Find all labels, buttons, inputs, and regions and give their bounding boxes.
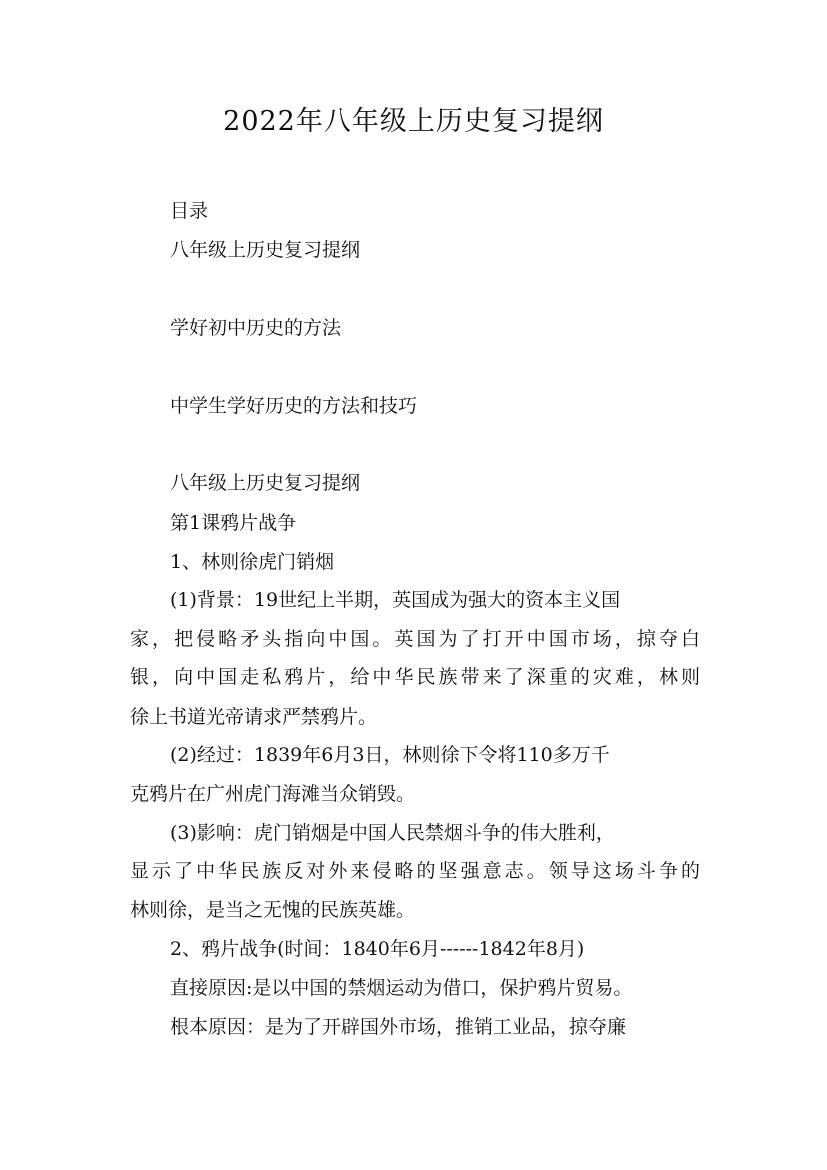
toc-item[interactable]: 八年级上历史复习提纲	[170, 239, 361, 261]
toc-heading: 目录	[170, 200, 209, 222]
paragraph-line: (2)经过：1839年6月3日，林则徐下令将110多万千	[170, 744, 610, 766]
paragraph-line: 显示了中华民族反对外来侵略的坚强意志。领导这场斗争的	[130, 860, 700, 882]
point-title: 2、鸦片战争(时间：1840年6月------1842年8月)	[170, 938, 585, 960]
document-title: 2022年八年级上历史复习提纲	[223, 106, 604, 137]
toc-item[interactable]: 中学生学好历史的方法和技巧	[170, 395, 418, 417]
paragraph-line: 徐上书道光帝请求严禁鸦片。	[130, 706, 378, 728]
paragraph-line: 银，向中国走私鸦片，给中华民族带来了深重的灾难，林则	[130, 666, 700, 688]
paragraph-line: 直接原因:是以中国的禁烟运动为借口，保护鸦片贸易。	[170, 977, 633, 999]
paragraph-line: 根本原因：是为了开辟国外市场，推销工业品，掠夺廉	[170, 1016, 627, 1038]
toc-item[interactable]: 学好初中历史的方法	[170, 317, 342, 339]
paragraph-line: 克鸦片在广州虎门海滩当众销毁。	[130, 783, 416, 805]
paragraph-line: 林则徐，是当之无愧的民族英雄。	[130, 899, 416, 921]
paragraph-line: (1)背景：19世纪上半期，英国成为强大的资本主义国	[170, 589, 621, 611]
paragraph-line: 家，把侵略矛头指向中国。英国为了打开中国市场，掠夺白	[130, 628, 700, 650]
lesson-title: 第1课鸦片战争	[170, 512, 297, 534]
paragraph-line: (3)影响：虎门销烟是中国人民禁烟斗争的伟大胜利，	[170, 822, 615, 844]
section-title: 八年级上历史复习提纲	[170, 472, 361, 494]
point-title: 1、林则徐虎门销烟	[170, 551, 335, 573]
